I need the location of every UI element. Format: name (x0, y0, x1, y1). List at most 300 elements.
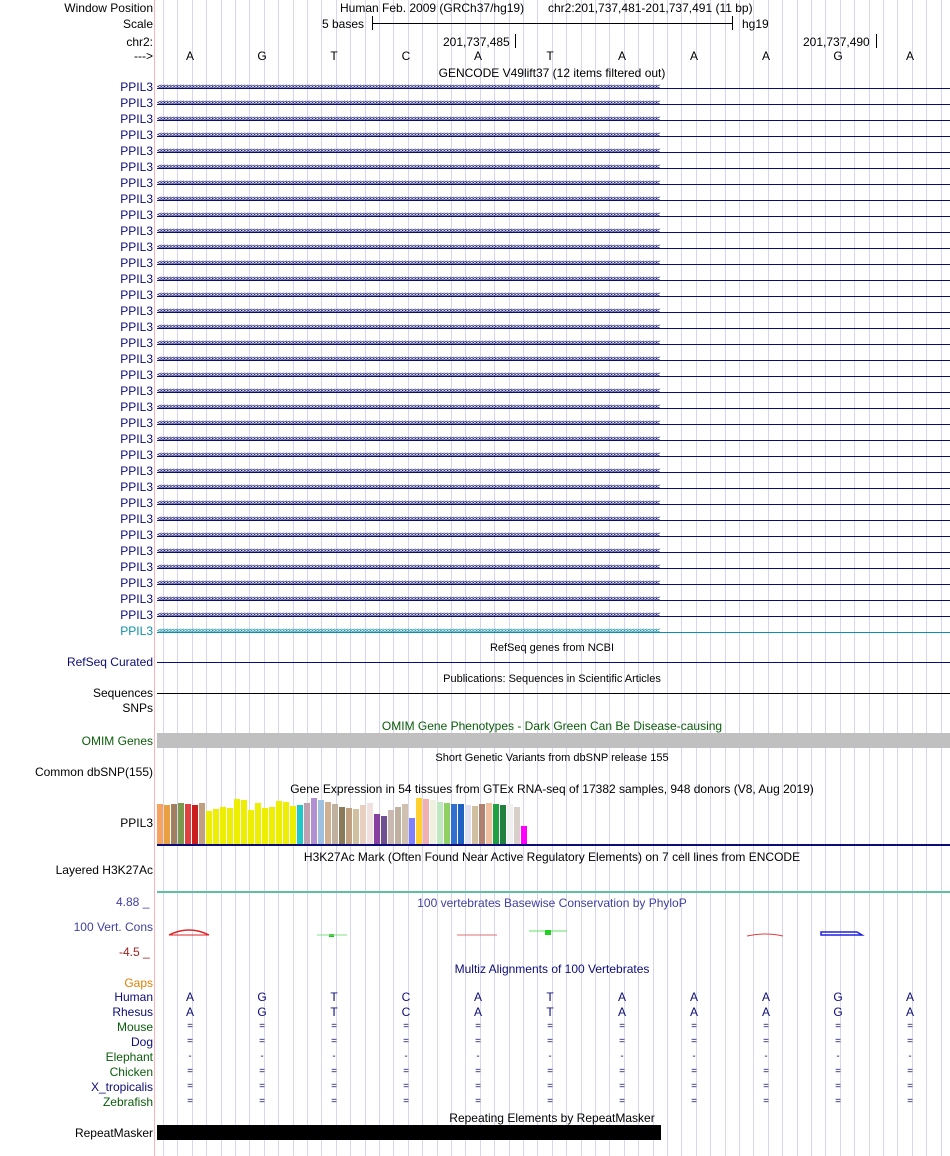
gencode-transcript[interactable]: <<<<<<<<<<<<<<<<<<<<<<<<<<<<<<<<<<<<<<<<<<<<<<<<<<<<<<<<<<<<<<<<<<<<<<<<<<<<<<<<<<<<<<<<<<<<<<<<<<<<<<<<<<<<<<<<<<<<<<<<<<<<<<<<<<<<<<<<<<<<<<<<<<<<<<<<<<<< (157, 435, 950, 445)
gtex-track-title: Gene Expression in 54 tissues from GTEx RNA-seq of 17382 samples, 948 donors (V8, Aug 2019) (290, 782, 814, 796)
base-letter: C (401, 49, 411, 63)
gencode-transcript[interactable]: <<<<<<<<<<<<<<<<<<<<<<<<<<<<<<<<<<<<<<<<<<<<<<<<<<<<<<<<<<<<<<<<<<<<<<<<<<<<<<<<<<<<<<<<<<<<<<<<<<<<<<<<<<<<<<<<<<<<<<<<<<<<<<<<<<<<<<<<<<<<<<<<<<<<<<<<<<<< (157, 515, 950, 525)
gtex-tissue-bar[interactable] (332, 804, 338, 844)
base-letter: A (473, 49, 483, 63)
gencode-row-label[interactable]: PPIL3 (120, 544, 153, 558)
gtex-tissue-bar[interactable] (199, 803, 205, 844)
multiz-base: - (476, 1051, 480, 1062)
multiz-base: = (331, 1096, 337, 1107)
gtex-tissue-bar[interactable] (402, 804, 408, 844)
gencode-row-label[interactable]: PPIL3 (120, 432, 153, 446)
gencode-row-label[interactable]: PPIL3 (120, 512, 153, 526)
multiz-base: - (548, 1051, 552, 1062)
gtex-tissue-bar[interactable] (353, 809, 359, 844)
h3k27ac-label[interactable]: Layered H3K27Ac (55, 863, 153, 877)
refseq-label[interactable]: RefSeq Curated (66, 655, 153, 669)
multiz-base: = (835, 1036, 841, 1047)
gtex-tissue-bar[interactable] (444, 803, 450, 844)
label-separator (154, 0, 155, 1156)
pubs-line[interactable] (157, 693, 950, 694)
grid-line (710, 0, 711, 1156)
gencode-transcript[interactable]: <<<<<<<<<<<<<<<<<<<<<<<<<<<<<<<<<<<<<<<<<<<<<<<<<<<<<<<<<<<<<<<<<<<<<<<<<<<<<<<<<<<<<<<<<<<<<<<<<<<<<<<<<<<<<<<<<<<<<<<<<<<<<<<<<<<<<<<<<<<<<<<<<<<<<<<<<<<< (157, 467, 950, 477)
gencode-transcript[interactable]: <<<<<<<<<<<<<<<<<<<<<<<<<<<<<<<<<<<<<<<<<<<<<<<<<<<<<<<<<<<<<<<<<<<<<<<<<<<<<<<<<<<<<<<<<<<<<<<<<<<<<<<<<<<<<<<<<<<<<<<<<<<<<<<<<<<<<<<<<<<<<<<<<<<<<<<<<<<< (157, 339, 950, 349)
grid-line (725, 0, 726, 1156)
coord-right: 201,737,490 (803, 35, 870, 49)
gtex-tissue-bar[interactable] (157, 804, 163, 844)
gtex-tissue-bar[interactable] (192, 805, 198, 844)
grid-line (638, 0, 639, 1156)
multiz-species-label[interactable]: Dog (130, 1035, 153, 1049)
grid-line (422, 0, 423, 1156)
gencode-transcript[interactable]: <<<<<<<<<<<<<<<<<<<<<<<<<<<<<<<<<<<<<<<<<<<<<<<<<<<<<<<<<<<<<<<<<<<<<<<<<<<<<<<<<<<<<<<<<<<<<<<<<<<<<<<<<<<<<<<<<<<<<<<<<<<<<<<<<<<<<<<<<<<<<<<<<<<<<<<<<<<< (157, 291, 950, 301)
multiz-base: = (691, 1096, 697, 1107)
phylop-max-label: 4.88 _ (116, 895, 150, 909)
gencode-row-label[interactable]: PPIL3 (120, 560, 153, 574)
gtex-label[interactable]: PPIL3 (120, 816, 153, 830)
refseq-line[interactable] (157, 662, 950, 663)
grid-line (235, 0, 236, 1156)
gtex-tissue-bar[interactable] (325, 802, 331, 844)
multiz-base: - (692, 1051, 696, 1062)
coord-left-tick (515, 34, 516, 48)
multiz-base: - (404, 1051, 408, 1062)
grid-line (653, 0, 654, 1156)
multiz-base: = (763, 1066, 769, 1077)
multiz-base: A (185, 1005, 195, 1019)
phylop-track-title: 100 vertebrates Basewise Conservation by PhyloP (417, 896, 687, 910)
multiz-base: = (835, 1081, 841, 1092)
grid-line (379, 0, 380, 1156)
grid-line (624, 0, 625, 1156)
gtex-tissue-bar[interactable] (416, 798, 422, 844)
multiz-base: C (401, 1005, 411, 1019)
multiz-base: A (689, 990, 699, 1004)
grid-line (797, 0, 798, 1156)
grid-line (451, 0, 452, 1156)
gencode-row-label[interactable]: PPIL3 (120, 576, 153, 590)
multiz-base: = (691, 1081, 697, 1092)
chrom-label: chr2: (126, 35, 153, 49)
gencode-transcript[interactable]: <<<<<<<<<<<<<<<<<<<<<<<<<<<<<<<<<<<<<<<<<<<<<<<<<<<<<<<<<<<<<<<<<<<<<<<<<<<<<<<<<<<<<<<<<<<<<<<<<<<<<<<<<<<<<<<<<<<<<<<<<<<<<<<<<<<<<<<<<<<<<<<<<<<<<<<<<<<< (157, 163, 950, 173)
gtex-tissue-bar[interactable] (213, 809, 219, 844)
gencode-row-label[interactable]: PPIL3 (120, 256, 153, 270)
gtex-tissue-bar[interactable] (283, 802, 289, 844)
multiz-base: = (259, 1036, 265, 1047)
multiz-base: - (620, 1051, 624, 1062)
grid-line (480, 0, 481, 1156)
gencode-transcript[interactable]: <<<<<<<<<<<<<<<<<<<<<<<<<<<<<<<<<<<<<<<<<<<<<<<<<<<<<<<<<<<<<<<<<<<<<<<<<<<<<<<<<<<<<<<<<<<<<<<<<<<<<<<<<<<<<<<<<<<<<<<<<<<<<<<<<<<<<<<<<<<<<<<<<<<<<<<<<<<< (157, 531, 950, 541)
gencode-transcript[interactable]: <<<<<<<<<<<<<<<<<<<<<<<<<<<<<<<<<<<<<<<<<<<<<<<<<<<<<<<<<<<<<<<<<<<<<<<<<<<<<<<<<<<<<<<<<<<<<<<<<<<<<<<<<<<<<<<<<<<<<<<<<<<<<<<<<<<<<<<<<<<<<<<<<<<<<<<<<<<< (157, 307, 950, 317)
multiz-base: - (188, 1051, 192, 1062)
gencode-transcript[interactable]: <<<<<<<<<<<<<<<<<<<<<<<<<<<<<<<<<<<<<<<<<<<<<<<<<<<<<<<<<<<<<<<<<<<<<<<<<<<<<<<<<<<<<<<<<<<<<<<<<<<<<<<<<<<<<<<<<<<<<<<<<<<<<<<<<<<<<<<<<<<<<<<<<<<<<<<<<<<< (157, 579, 950, 589)
gencode-row-label[interactable]: PPIL3 (120, 240, 153, 254)
gtex-tissue-bar[interactable] (465, 805, 471, 844)
multiz-base: = (619, 1036, 625, 1047)
gtex-barchart[interactable] (157, 797, 557, 844)
gtex-tissue-bar[interactable] (423, 799, 429, 844)
grid-line (350, 0, 351, 1156)
multiz-base: = (619, 1066, 625, 1077)
grid-line (206, 0, 207, 1156)
gencode-transcript[interactable]: <<<<<<<<<<<<<<<<<<<<<<<<<<<<<<<<<<<<<<<<<<<<<<<<<<<<<<<<<<<<<<<<<<<<<<<<<<<<<<<<<<<<<<<<<<<<<<<<<<<<<<<<<<<<<<<<<<<<<<<<<<<<<<<<<<<<<<<<<<<<<<<<<<<<<<<<<<<< (157, 483, 950, 493)
gencode-transcript[interactable]: <<<<<<<<<<<<<<<<<<<<<<<<<<<<<<<<<<<<<<<<<<<<<<<<<<<<<<<<<<<<<<<<<<<<<<<<<<<<<<<<<<<<<<<<<<<<<<<<<<<<<<<<<<<<<<<<<<<<<<<<<<<<<<<<<<<<<<<<<<<<<<<<<<<<<<<<<<<< (157, 99, 950, 109)
gencode-row-label[interactable]: PPIL3 (120, 272, 153, 286)
gencode-transcript[interactable]: <<<<<<<<<<<<<<<<<<<<<<<<<<<<<<<<<<<<<<<<<<<<<<<<<<<<<<<<<<<<<<<<<<<<<<<<<<<<<<<<<<<<<<<<<<<<<<<<<<<<<<<<<<<<<<<<<<<<<<<<<<<<<<<<<<<<<<<<<<<<<<<<<<<<<<<<<<<< (157, 179, 950, 189)
multiz-base: = (331, 1036, 337, 1047)
gencode-transcript[interactable]: <<<<<<<<<<<<<<<<<<<<<<<<<<<<<<<<<<<<<<<<<<<<<<<<<<<<<<<<<<<<<<<<<<<<<<<<<<<<<<<<<<<<<<<<<<<<<<<<<<<<<<<<<<<<<<<<<<<<<<<<<<<<<<<<<<<<<<<<<<<<<<<<<<<<<<<<<<<< (157, 243, 950, 253)
multiz-base: = (547, 1096, 553, 1107)
multiz-base: = (475, 1036, 481, 1047)
gencode-transcript[interactable]: <<<<<<<<<<<<<<<<<<<<<<<<<<<<<<<<<<<<<<<<<<<<<<<<<<<<<<<<<<<<<<<<<<<<<<<<<<<<<<<<<<<<<<<<<<<<<<<<<<<<<<<<<<<<<<<<<<<<<<<<<<<<<<<<<<<<<<<<<<<<<<<<<<<<<<<<<<<< (157, 227, 950, 237)
multiz-base: = (331, 1021, 337, 1032)
multiz-base: = (475, 1066, 481, 1077)
grid-line (681, 0, 682, 1156)
multiz-base: = (907, 1066, 913, 1077)
multiz-species-label[interactable]: X_tropicalis (90, 1080, 153, 1094)
gencode-row-label[interactable]: PPIL3 (120, 480, 153, 494)
grid-line (782, 0, 783, 1156)
scale-bar (372, 23, 733, 24)
gencode-row-label[interactable]: PPIL3 (120, 416, 153, 430)
gaps-label[interactable]: Gaps (124, 976, 153, 990)
gtex-tissue-bar[interactable] (164, 805, 170, 844)
gtex-tissue-bar[interactable] (395, 807, 401, 844)
gencode-row-label[interactable]: PPIL3 (120, 208, 153, 222)
gencode-row-label[interactable]: PPIL3 (120, 528, 153, 542)
multiz-base: A (761, 1005, 771, 1019)
gencode-row-label[interactable]: PPIL3 (120, 352, 153, 366)
multiz-base: T (546, 1005, 554, 1019)
grid-line (365, 0, 366, 1156)
gtex-tissue-bar[interactable] (458, 804, 464, 844)
multiz-base: = (259, 1021, 265, 1032)
grid-line (696, 0, 697, 1156)
pubs-track-title: Publications: Sequences in Scientific Articles (443, 673, 661, 685)
multiz-base: = (331, 1081, 337, 1092)
gtex-tissue-bar[interactable] (430, 800, 436, 844)
multiz-base: G (833, 990, 843, 1004)
gencode-row-label[interactable]: PPIL3 (120, 368, 153, 382)
repeatmasker-element[interactable] (157, 1125, 661, 1140)
multiz-base: A (473, 990, 483, 1004)
multiz-base: T (546, 990, 554, 1004)
multiz-base: C (401, 990, 411, 1004)
grid-line (811, 0, 812, 1156)
gencode-row-label[interactable]: PPIL3 (120, 80, 153, 94)
grid-line (408, 0, 409, 1156)
multiz-base: - (332, 1051, 336, 1062)
repeatmasker-label[interactable]: RepeatMasker (74, 1126, 153, 1140)
multiz-base: = (907, 1096, 913, 1107)
base-letter: A (689, 49, 699, 63)
gencode-transcript[interactable]: <<<<<<<<<<<<<<<<<<<<<<<<<<<<<<<<<<<<<<<<<<<<<<<<<<<<<<<<<<<<<<<<<<<<<<<<<<<<<<<<<<<<<<<<<<<<<<<<<<<<<<<<<<<<<<<<<<<<<<<<<<<<<<<<<<<<<<<<<<<<<<<<<<<<<<<<<<<< (157, 595, 950, 605)
gtex-tissue-bar[interactable] (500, 805, 506, 844)
base-letter: T (546, 49, 554, 63)
scale-bar-right-tick (732, 16, 733, 30)
gencode-transcript[interactable]: <<<<<<<<<<<<<<<<<<<<<<<<<<<<<<<<<<<<<<<<<<<<<<<<<<<<<<<<<<<<<<<<<<<<<<<<<<<<<<<<<<<<<<<<<<<<<<<<<<<<<<<<<<<<<<<<<<<<<<<<<<<<<<<<<<<<<<<<<<<<<<<<<<<<<<<<<<<< (157, 563, 950, 573)
grid-line (869, 0, 870, 1156)
multiz-base: A (617, 990, 627, 1004)
multiz-base: = (907, 1081, 913, 1092)
gtex-tissue-bar[interactable] (346, 808, 352, 844)
multiz-base: - (260, 1051, 264, 1062)
multiz-base: - (836, 1051, 840, 1062)
gencode-transcript[interactable]: <<<<<<<<<<<<<<<<<<<<<<<<<<<<<<<<<<<<<<<<<<<<<<<<<<<<<<<<<<<<<<<<<<<<<<<<<<<<<<<<<<<<<<<<<<<<<<<<<<<<<<<<<<<<<<<<<<<<<<<<<<<<<<<<<<<<<<<<<<<<<<<<<<<<<<<<<<<< (157, 323, 950, 333)
grid-line (753, 0, 754, 1156)
multiz-base: = (691, 1021, 697, 1032)
gencode-transcript[interactable]: <<<<<<<<<<<<<<<<<<<<<<<<<<<<<<<<<<<<<<<<<<<<<<<<<<<<<<<<<<<<<<<<<<<<<<<<<<<<<<<<<<<<<<<<<<<<<<<<<<<<<<<<<<<<<<<<<<<<<<<<<<<<<<<<<<<<<<<<<<<<<<<<<<<<<<<<<<<< (157, 83, 950, 93)
scale-db: hg19 (742, 17, 769, 31)
gencode-row-label[interactable]: PPIL3 (120, 384, 153, 398)
grid-line (768, 0, 769, 1156)
gencode-transcript[interactable]: <<<<<<<<<<<<<<<<<<<<<<<<<<<<<<<<<<<<<<<<<<<<<<<<<<<<<<<<<<<<<<<<<<<<<<<<<<<<<<<<<<<<<<<<<<<<<<<<<<<<<<<<<<<<<<<<<<<<<<<<<<<<<<<<<<<<<<<<<<<<<<<<<<<<<<<<<<<< (157, 419, 950, 429)
grid-line (336, 0, 337, 1156)
coord-right-tick (876, 34, 877, 48)
gtex-tissue-bar[interactable] (521, 826, 527, 844)
grid-line (307, 0, 308, 1156)
gtex-tissue-bar[interactable] (234, 799, 240, 844)
gtex-tissue-bar[interactable] (185, 804, 191, 844)
multiz-base: T (330, 1005, 338, 1019)
multiz-base: = (187, 1081, 193, 1092)
gencode-transcript[interactable]: <<<<<<<<<<<<<<<<<<<<<<<<<<<<<<<<<<<<<<<<<<<<<<<<<<<<<<<<<<<<<<<<<<<<<<<<<<<<<<<<<<<<<<<<<<<<<<<<<<<<<<<<<<<<<<<<<<<<<<<<<<<<<<<<<<<<<<<<<<<<<<<<<<<<<<<<<<<< (157, 611, 950, 621)
gencode-row-label[interactable]: PPIL3 (120, 176, 153, 190)
gencode-row-label[interactable]: PPIL3 (120, 400, 153, 414)
multiz-base: = (259, 1081, 265, 1092)
gtex-tissue-bar[interactable] (290, 806, 296, 844)
gtex-tissue-bar[interactable] (262, 808, 268, 844)
multiz-base: = (331, 1066, 337, 1077)
multiz-species-label[interactable]: Human (114, 990, 153, 1004)
multiz-species-label[interactable]: Chicken (109, 1065, 153, 1079)
gencode-row-label[interactable]: PPIL3 (120, 448, 153, 462)
gtex-tissue-bar[interactable] (255, 803, 261, 844)
gencode-transcript[interactable]: <<<<<<<<<<<<<<<<<<<<<<<<<<<<<<<<<<<<<<<<<<<<<<<<<<<<<<<<<<<<<<<<<<<<<<<<<<<<<<<<<<<<<<<<<<<<<<<<<<<<<<<<<<<<<<<<<<<<<<<<<<<<<<<<<<<<<<<<<<<<<<<<<<<<<<<<<<<< (157, 403, 950, 413)
multiz-species-label[interactable]: Zebrafish (102, 1095, 153, 1109)
grid-line (941, 0, 942, 1156)
grid-line (897, 0, 898, 1156)
gencode-transcript[interactable]: <<<<<<<<<<<<<<<<<<<<<<<<<<<<<<<<<<<<<<<<<<<<<<<<<<<<<<<<<<<<<<<<<<<<<<<<<<<<<<<<<<<<<<<<<<<<<<<<<<<<<<<<<<<<<<<<<<<<<<<<<<<<<<<<<<<<<<<<<<<<<<<<<<<<<<<<<<<< (157, 451, 950, 461)
gtex-tissue-bar[interactable] (409, 818, 415, 844)
gencode-track-title: GENCODE V49lift37 (12 items filtered out) (438, 66, 666, 80)
grid-line (523, 0, 524, 1156)
multiz-base: T (330, 990, 338, 1004)
grid-line (581, 0, 582, 1156)
gtex-tissue-bar[interactable] (248, 810, 254, 844)
gencode-transcript[interactable]: <<<<<<<<<<<<<<<<<<<<<<<<<<<<<<<<<<<<<<<<<<<<<<<<<<<<<<<<<<<<<<<<<<<<<<<<<<<<<<<<<<<<<<<<<<<<<<<<<<<<<<<<<<<<<<<<<<<<<<<<<<<<<<<<<<<<<<<<<<<<<<<<<<<<<<<<<<<< (157, 387, 950, 397)
gtex-tissue-bar[interactable] (360, 805, 366, 844)
assembly-text: Human Feb. 2009 (GRCh37/hg19) (340, 1, 525, 15)
scale-text: 5 bases (322, 17, 365, 31)
grid-line (667, 0, 668, 1156)
gencode-row-label[interactable]: PPIL3 (120, 608, 153, 622)
gtex-tissue-bar[interactable] (171, 804, 177, 844)
gtex-tissue-bar[interactable] (318, 800, 324, 844)
multiz-base: = (835, 1066, 841, 1077)
multiz-base: = (547, 1066, 553, 1077)
grid-line (509, 0, 510, 1156)
gencode-transcript[interactable]: <<<<<<<<<<<<<<<<<<<<<<<<<<<<<<<<<<<<<<<<<<<<<<<<<<<<<<<<<<<<<<<<<<<<<<<<<<<<<<<<<<<<<<<<<<<<<<<<<<<<<<<<<<<<<<<<<<<<<<<<<<<<<<<<<<<<<<<<<<<<<<<<<<<<<<<<<<<< (157, 115, 950, 125)
omim-gene-bar[interactable] (157, 733, 950, 748)
multiz-base: - (764, 1051, 768, 1062)
phylop-label[interactable]: 100 Vert. Cons (73, 920, 153, 934)
multiz-base: = (763, 1096, 769, 1107)
grid-line (465, 0, 466, 1156)
gtex-tissue-bar[interactable] (311, 798, 317, 844)
omim-track-title: OMIM Gene Phenotypes - Dark Green Can Be Disease-causing (381, 719, 723, 733)
gtex-tissue-bar[interactable] (276, 801, 282, 844)
multiz-species-label[interactable]: Mouse (116, 1020, 153, 1034)
gtex-tissue-bar[interactable] (381, 816, 387, 844)
gencode-transcript[interactable]: <<<<<<<<<<<<<<<<<<<<<<<<<<<<<<<<<<<<<<<<<<<<<<<<<<<<<<<<<<<<<<<<<<<<<<<<<<<<<<<<<<<<<<<<<<<<<<<<<<<<<<<<<<<<<<<<<<<<<<<<<<<<<<<<<<<<<<<<<<<<<<<<<<<<<<<<<<<< (157, 371, 950, 381)
grid-line (321, 0, 322, 1156)
gencode-transcript[interactable]: <<<<<<<<<<<<<<<<<<<<<<<<<<<<<<<<<<<<<<<<<<<<<<<<<<<<<<<<<<<<<<<<<<<<<<<<<<<<<<<<<<<<<<<<<<<<<<<<<<<<<<<<<<<<<<<<<<<<<<<<<<<<<<<<<<<<<<<<<<<<<<<<<<<<<<<<<<<< (157, 627, 950, 637)
multiz-track-title: Multiz Alignments of 100 Vertebrates (454, 962, 650, 976)
grid-line (825, 0, 826, 1156)
gencode-row-label[interactable]: PPIL3 (120, 192, 153, 206)
gtex-tissue-bar[interactable] (269, 807, 275, 844)
gencode-row-label[interactable]: PPIL3 (120, 128, 153, 142)
gencode-row-label[interactable]: PPIL3 (120, 496, 153, 510)
gencode-transcript[interactable]: <<<<<<<<<<<<<<<<<<<<<<<<<<<<<<<<<<<<<<<<<<<<<<<<<<<<<<<<<<<<<<<<<<<<<<<<<<<<<<<<<<<<<<<<<<<<<<<<<<<<<<<<<<<<<<<<<<<<<<<<<<<<<<<<<<<<<<<<<<<<<<<<<<<<<<<<<<<< (157, 147, 950, 157)
gencode-row-label[interactable]: PPIL3 (120, 336, 153, 350)
base-letter: G (833, 49, 843, 63)
multiz-base: = (187, 1021, 193, 1032)
gtex-tissue-bar[interactable] (178, 803, 184, 844)
multiz-base: A (905, 1005, 915, 1019)
window-position-label: Window Position (64, 1, 153, 15)
h3k27ac-track-title: H3K27Ac Mark (Often Found Near Active Regulatory Elements) on 7 cell lines from ENCODE (303, 850, 801, 864)
gtex-tissue-bar[interactable] (227, 808, 233, 844)
gencode-transcript[interactable]: <<<<<<<<<<<<<<<<<<<<<<<<<<<<<<<<<<<<<<<<<<<<<<<<<<<<<<<<<<<<<<<<<<<<<<<<<<<<<<<<<<<<<<<<<<<<<<<<<<<<<<<<<<<<<<<<<<<<<<<<<<<<<<<<<<<<<<<<<<<<<<<<<<<<<<<<<<<< (157, 211, 950, 221)
gencode-row-label[interactable]: PPIL3 (120, 112, 153, 126)
grid-line (609, 0, 610, 1156)
multiz-base: G (257, 990, 267, 1004)
multiz-base: = (835, 1021, 841, 1032)
gencode-transcript[interactable]: <<<<<<<<<<<<<<<<<<<<<<<<<<<<<<<<<<<<<<<<<<<<<<<<<<<<<<<<<<<<<<<<<<<<<<<<<<<<<<<<<<<<<<<<<<<<<<<<<<<<<<<<<<<<<<<<<<<<<<<<<<<<<<<<<<<<<<<<<<<<<<<<<<<<<<<<<<<< (157, 131, 950, 141)
grid-line (163, 0, 164, 1156)
gencode-transcript[interactable]: <<<<<<<<<<<<<<<<<<<<<<<<<<<<<<<<<<<<<<<<<<<<<<<<<<<<<<<<<<<<<<<<<<<<<<<<<<<<<<<<<<<<<<<<<<<<<<<<<<<<<<<<<<<<<<<<<<<<<<<<<<<<<<<<<<<<<<<<<<<<<<<<<<<<<<<<<<<< (157, 259, 950, 269)
gtex-tissue-bar[interactable] (507, 804, 513, 844)
dbsnp-label[interactable]: Common dbSNP(155) (34, 765, 153, 779)
strand-label: ---> (134, 49, 153, 63)
omim-label[interactable]: OMIM Genes (81, 734, 153, 748)
gtex-tissue-bar[interactable] (451, 804, 457, 844)
base-letter: A (617, 49, 627, 63)
gencode-row-label[interactable]: PPIL3 (120, 160, 153, 174)
multiz-base: = (187, 1066, 193, 1077)
gtex-tissue-bar[interactable] (472, 806, 478, 844)
gtex-tissue-bar[interactable] (437, 802, 443, 844)
gtex-tissue-bar[interactable] (206, 811, 212, 844)
gencode-row-label[interactable]: PPIL3 (120, 304, 153, 318)
multiz-base: = (691, 1066, 697, 1077)
multiz-base: = (619, 1021, 625, 1032)
pubs-label-sequences[interactable]: Sequences (92, 686, 153, 700)
multiz-base: A (185, 990, 195, 1004)
multiz-base: = (475, 1096, 481, 1107)
multiz-base: = (475, 1021, 481, 1032)
coord-left: 201,737,485 (443, 35, 510, 49)
gtex-tissue-bar[interactable] (297, 805, 303, 844)
gtex-tissue-bar[interactable] (220, 807, 226, 844)
gencode-row-label[interactable]: PPIL3 (120, 592, 153, 606)
gtex-tissue-bar[interactable] (374, 814, 380, 844)
gencode-row-label[interactable]: PPIL3 (120, 96, 153, 110)
multiz-base: = (547, 1021, 553, 1032)
grid-line (177, 0, 178, 1156)
grid-line (739, 0, 740, 1156)
gencode-row-label[interactable]: PPIL3 (120, 144, 153, 158)
base-letter: A (185, 49, 195, 63)
multiz-base: = (835, 1096, 841, 1107)
multiz-base: A (473, 1005, 483, 1019)
multiz-base: = (187, 1036, 193, 1047)
gtex-tissue-bar[interactable] (479, 804, 485, 844)
base-letter: A (761, 49, 771, 63)
position-text: chr2:201,737,481-201,737,491 (11 bp) (548, 1, 753, 15)
gencode-transcript[interactable]: <<<<<<<<<<<<<<<<<<<<<<<<<<<<<<<<<<<<<<<<<<<<<<<<<<<<<<<<<<<<<<<<<<<<<<<<<<<<<<<<<<<<<<<<<<<<<<<<<<<<<<<<<<<<<<<<<<<<<<<<<<<<<<<<<<<<<<<<<<<<<<<<<<<<<<<<<<<< (157, 355, 950, 365)
grid-line (264, 0, 265, 1156)
grid-line (393, 0, 394, 1156)
multiz-base: = (619, 1096, 625, 1107)
multiz-base: = (619, 1081, 625, 1092)
gtex-tissue-bar[interactable] (241, 800, 247, 844)
multiz-species-label[interactable]: Elephant (105, 1050, 153, 1064)
multiz-base: = (691, 1036, 697, 1047)
multiz-base: = (403, 1066, 409, 1077)
gtex-tissue-bar[interactable] (486, 803, 492, 844)
grid-line (437, 0, 438, 1156)
gtex-gene-line (157, 844, 950, 846)
gencode-transcript[interactable]: <<<<<<<<<<<<<<<<<<<<<<<<<<<<<<<<<<<<<<<<<<<<<<<<<<<<<<<<<<<<<<<<<<<<<<<<<<<<<<<<<<<<<<<<<<<<<<<<<<<<<<<<<<<<<<<<<<<<<<<<<<<<<<<<<<<<<<<<<<<<<<<<<<<<<<<<<<<< (157, 195, 950, 205)
gtex-tissue-bar[interactable] (493, 804, 499, 844)
multiz-base: = (475, 1081, 481, 1092)
base-letter: T (330, 49, 338, 63)
multiz-base: = (763, 1036, 769, 1047)
scale-label: Scale (122, 17, 153, 31)
grid-line (912, 0, 913, 1156)
multiz-base: = (907, 1036, 913, 1047)
gencode-transcript[interactable]: <<<<<<<<<<<<<<<<<<<<<<<<<<<<<<<<<<<<<<<<<<<<<<<<<<<<<<<<<<<<<<<<<<<<<<<<<<<<<<<<<<<<<<<<<<<<<<<<<<<<<<<<<<<<<<<<<<<<<<<<<<<<<<<<<<<<<<<<<<<<<<<<<<<<<<<<<<<< (157, 499, 950, 509)
multiz-species-label[interactable]: Rhesus (112, 1005, 153, 1019)
gencode-row-label[interactable]: PPIL3 (120, 224, 153, 238)
gtex-tissue-bar[interactable] (388, 810, 394, 844)
multiz-base: - (908, 1051, 912, 1062)
multiz-base: G (833, 1005, 843, 1019)
gtex-tissue-bar[interactable] (339, 807, 345, 844)
pubs-label-snps[interactable]: SNPs (122, 701, 153, 715)
multiz-base: A (761, 990, 771, 1004)
h3k27ac-signal-line (157, 891, 950, 893)
gtex-tissue-bar[interactable] (304, 803, 310, 844)
phylop-signal (157, 920, 950, 950)
multiz-base: = (907, 1021, 913, 1032)
gencode-row-label[interactable]: PPIL3 (120, 288, 153, 302)
gencode-transcript[interactable]: <<<<<<<<<<<<<<<<<<<<<<<<<<<<<<<<<<<<<<<<<<<<<<<<<<<<<<<<<<<<<<<<<<<<<<<<<<<<<<<<<<<<<<<<<<<<<<<<<<<<<<<<<<<<<<<<<<<<<<<<<<<<<<<<<<<<<<<<<<<<<<<<<<<<<<<<<<<< (157, 275, 950, 285)
dbsnp-track-title: Short Genetic Variants from dbSNP release 155 (435, 752, 669, 764)
gtex-tissue-bar[interactable] (514, 807, 520, 844)
multiz-base: = (547, 1036, 553, 1047)
gtex-tissue-bar[interactable] (367, 803, 373, 844)
gencode-row-label[interactable]: PPIL3 (120, 320, 153, 334)
gencode-transcript[interactable]: <<<<<<<<<<<<<<<<<<<<<<<<<<<<<<<<<<<<<<<<<<<<<<<<<<<<<<<<<<<<<<<<<<<<<<<<<<<<<<<<<<<<<<<<<<<<<<<<<<<<<<<<<<<<<<<<<<<<<<<<<<<<<<<<<<<<<<<<<<<<<<<<<<<<<<<<<<<< (157, 547, 950, 557)
grid-line (840, 0, 841, 1156)
multiz-base: = (763, 1081, 769, 1092)
gencode-row-label[interactable]: PPIL3 (120, 624, 153, 638)
base-letter: G (257, 49, 267, 63)
gencode-row-label[interactable]: PPIL3 (120, 464, 153, 478)
